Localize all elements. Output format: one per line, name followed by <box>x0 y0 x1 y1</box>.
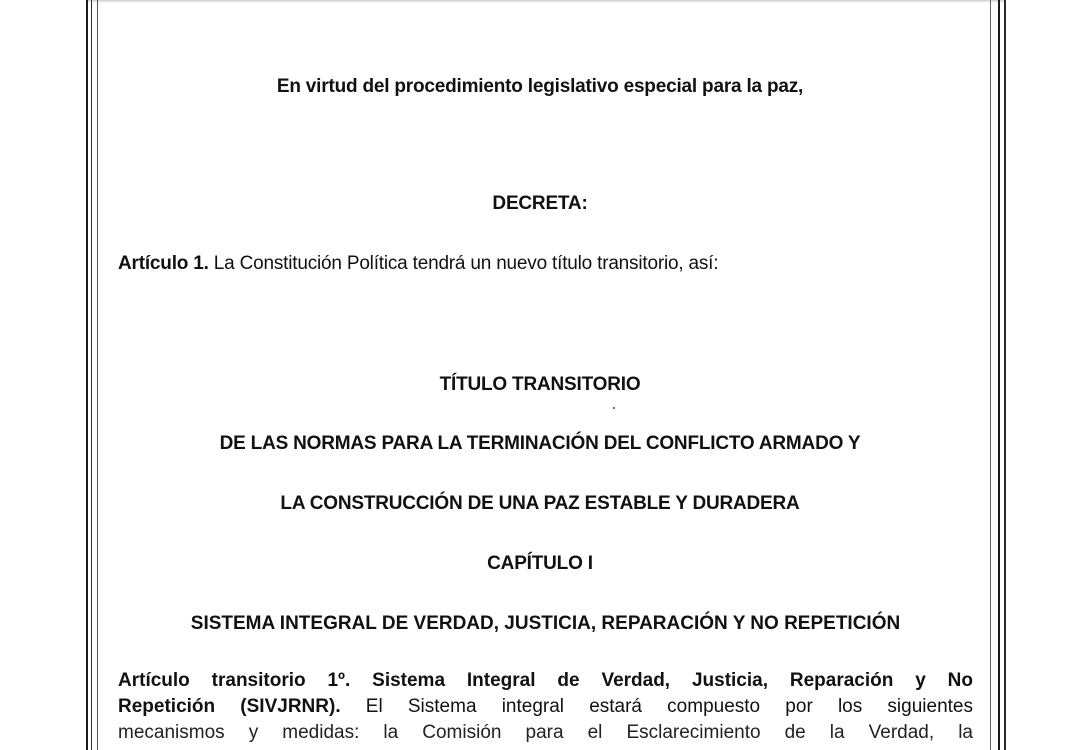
title-heading: TÍTULO TRANSITORIO <box>439 374 641 395</box>
title-line-2: LA CONSTRUCCIÓN DE UNA PAZ ESTABLE Y DURADERA <box>280 493 800 514</box>
page-border-left <box>86 0 92 750</box>
page-border-right <box>998 0 1006 750</box>
scan-speck <box>613 407 615 409</box>
transitory-article-line-3: mecanismos y medidas: la Comisión para el Esclarecimiento de la Verdad, la <box>118 722 973 743</box>
transitory-article-paragraph <box>118 668 973 746</box>
transitory-article-line-2-text: El Sistema integral estará compuesto por los siguientes <box>340 696 973 717</box>
page-border-right-inner <box>990 0 991 750</box>
chapter-title: SISTEMA INTEGRAL DE VERDAD, JUSTICIA, REPARACIÓN Y NO REPETICIÓN <box>190 613 901 634</box>
transitory-article-acronym: Repetición (SIVJRNR). <box>118 696 341 717</box>
article-1 <box>118 253 980 275</box>
transitory-article-line-1: Artículo transitorio 1º. Sistema Integral de Verdad, Justicia, Reparación y No <box>118 670 973 691</box>
chapter-heading: CAPÍTULO I <box>487 553 593 574</box>
transitory-article-line-2 <box>118 694 973 720</box>
article-1-label: Artículo 1. <box>118 253 209 274</box>
article-1-text: La Constitución Política tendrá un nuevo título transitorio, así: <box>208 253 719 274</box>
decreta-heading: DECRETA: <box>492 193 588 214</box>
page-top-edge <box>86 0 1006 3</box>
intro-line: En virtud del procedimiento legislativo especial para la paz, <box>276 76 804 97</box>
page-border-left-inner <box>97 0 98 750</box>
title-line-1: DE LAS NORMAS PARA LA TERMINACIÓN DEL CONFLICTO ARMADO Y <box>219 433 861 454</box>
